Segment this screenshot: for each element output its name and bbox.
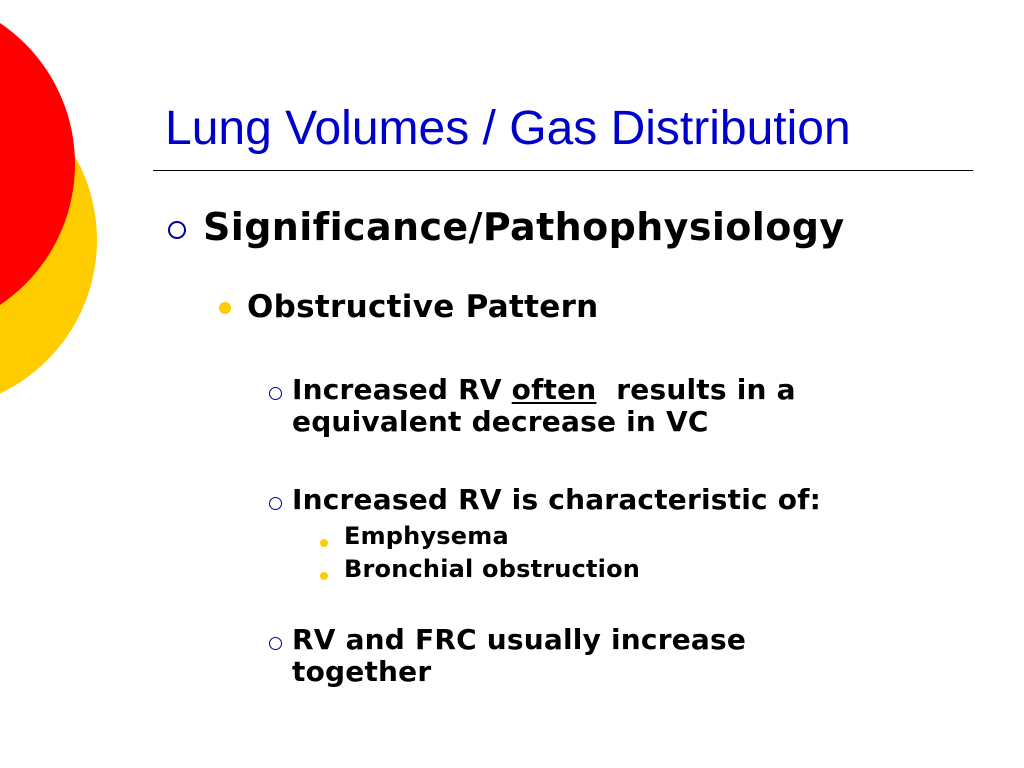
hollow-circle-bullet-icon (269, 637, 282, 650)
hollow-circle-bullet-icon (269, 387, 282, 400)
point-rv-frc (292, 624, 746, 688)
yellow-dot-bullet-icon (219, 302, 231, 314)
yellow-dot-bullet-icon (320, 539, 328, 547)
point-rv-vc-emphasis: often (511, 373, 597, 406)
point-rv-vc-part1: Increased RV (292, 373, 512, 406)
point-rv-characteristic: Increased RV is characteristic of: (292, 483, 821, 516)
list-item-emphysema: Emphysema (344, 522, 509, 550)
point-rv-vc-line2: equivalent decrease in VC (292, 405, 709, 438)
yellow-dot-bullet-icon (320, 572, 328, 580)
subheading-obstructive-pattern: Obstructive Pattern (247, 289, 599, 325)
hollow-circle-bullet-icon (168, 221, 186, 239)
point-rv-frc-line2: together (292, 655, 432, 688)
list-item-bronchial-obstruction: Bronchial obstruction (344, 555, 641, 583)
point-rv-frc-line1: RV and FRC usually increase (292, 623, 747, 656)
title-divider (153, 170, 973, 171)
point-rv-vc (292, 374, 796, 438)
hollow-circle-bullet-icon (269, 497, 282, 510)
slide-title: Lung Volumes / Gas Distribution (165, 102, 851, 155)
heading-significance: Significance/Pathophysiology (203, 205, 845, 249)
point-rv-vc-part2: results in a (596, 373, 796, 406)
